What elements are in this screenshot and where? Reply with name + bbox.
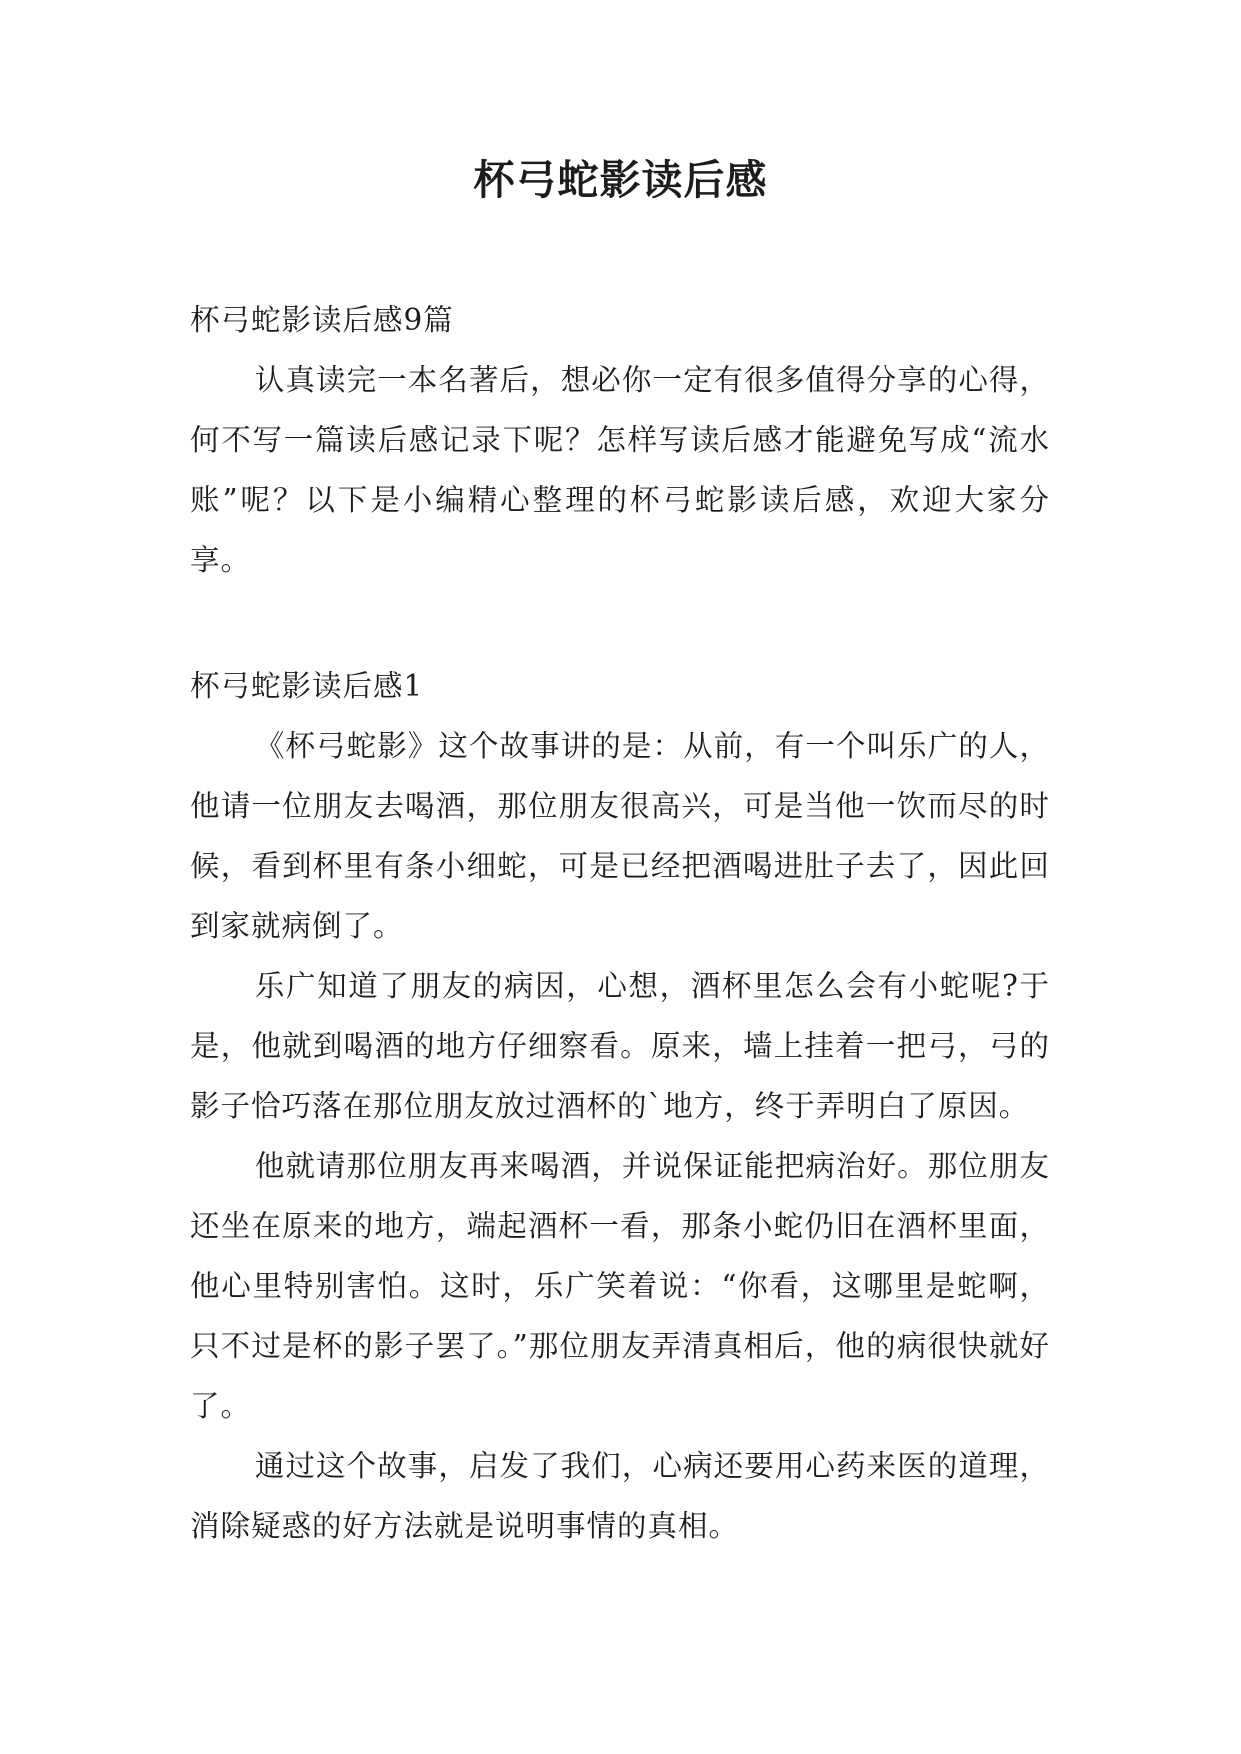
body-paragraph: 乐广知道了朋友的病因，心想，酒杯里怎么会有小蛇呢?于是，他就到喝酒的地方仔细察看。原来，墙上挂着一把弓，弓的影子恰巧落在那位朋友放过酒杯的`地方，终于弄明白了原因。 (190, 969, 1050, 1123)
body-paragraph: 通过这个故事，启发了我们，心病还要用心药来医的道理，消除疑惑的好方法就是说明事情的真相。 (190, 1449, 1050, 1543)
section-heading: 杯弓蛇影读后感1 (190, 669, 424, 703)
body-paragraph: 他就请那位朋友再来喝酒，并说保证能把病治好。那位朋友还坐在原来的地方，端起酒杯一看，那条小蛇仍旧在酒杯里面，他心里特别害怕。这时，乐广笑着说：“你看，这哪里是蛇啊，只不过是杯的影子罢了。”那位朋友弄清真相后，他的病很快就好了。 (190, 1149, 1050, 1423)
intro-paragraph: 认真读完一本名著后，想必你一定有很多值得分享的心得，何不写一篇读后感记录下呢？怎样写读后感才能避免写成“流水账”呢？以下是小编精心整理的杯弓蛇影读后感，欢迎大家分享。 (190, 363, 1050, 577)
document-body (190, 290, 1050, 1556)
document-title: 杯弓蛇影读后感 (473, 156, 768, 204)
intro-heading: 杯弓蛇影读后感9篇 (190, 303, 454, 337)
section-gap (190, 590, 1050, 656)
body-paragraph: 《杯弓蛇影》这个故事讲的是：从前，有一个叫乐广的人，他请一位朋友去喝酒，那位朋友很高兴，可是当他一饮而尽的时候，看到杯里有条小细蛇，可是已经把酒喝进肚子去了，因此回到家就病倒了。 (190, 729, 1050, 943)
